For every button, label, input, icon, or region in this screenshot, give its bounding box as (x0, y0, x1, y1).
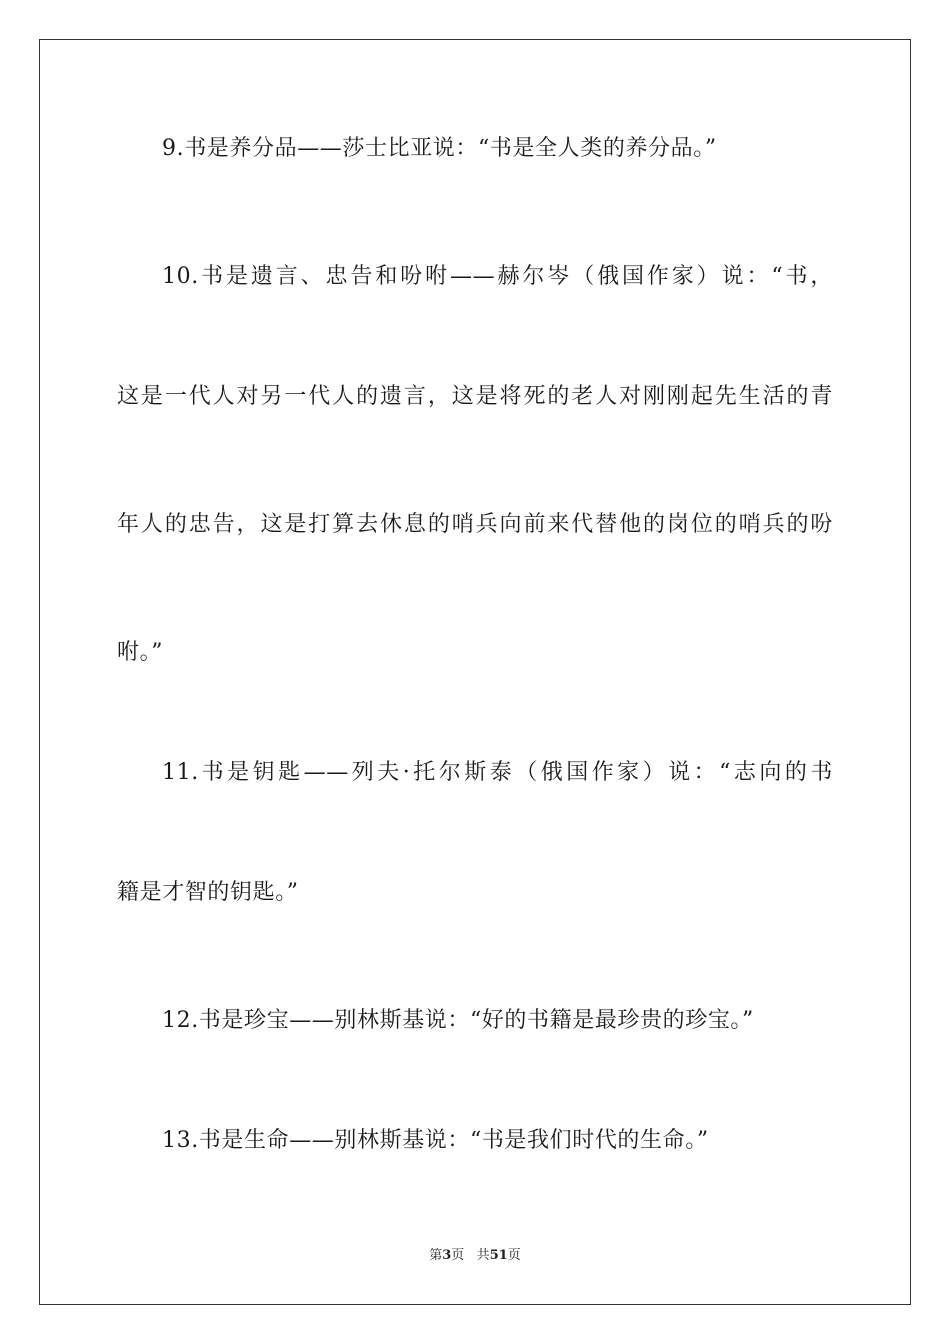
paragraph-10-line-4: 咐。” (117, 640, 164, 665)
paragraph-13: 13.书是生命——别林斯基说：“书是我们时代的生命。” (162, 1128, 709, 1153)
paragraph-11-line-2: 籍是才智的钥匙。” (117, 880, 299, 905)
paragraph-11-line-1: 11.书是钥匙——列夫·托尔斯泰（俄国作家）说：“志向的书 (162, 760, 833, 785)
footer-prefix: 第 (429, 1248, 443, 1263)
paragraph-9: 9.书是养分品——莎士比亚说：“书是全人类的养分品。” (162, 136, 717, 161)
footer-page-suffix: 页 (451, 1248, 465, 1263)
page-footer (0, 1247, 950, 1265)
paragraph-10-line-2: 这是一代人对另一代人的遗言，这是将死的老人对刚刚起先生活的青 (117, 384, 833, 409)
page-border (39, 39, 911, 1305)
footer-total-pages: 51 (489, 1248, 508, 1263)
footer-page-number: 3 (442, 1248, 452, 1263)
footer-total-prefix: 共 (476, 1248, 490, 1263)
paragraph-10-line-3: 年人的忠告，这是打算去休息的哨兵向前来代替他的岗位的哨兵的吩 (117, 512, 833, 537)
footer-total-suffix: 页 (507, 1248, 521, 1263)
paragraph-12: 12.书是珍宝——别林斯基说：“好的书籍是最珍贵的珍宝。” (162, 1008, 754, 1033)
paragraph-10-line-1: 10.书是遗言、忠告和吩咐——赫尔岑（俄国作家）说：“书， (162, 264, 833, 289)
